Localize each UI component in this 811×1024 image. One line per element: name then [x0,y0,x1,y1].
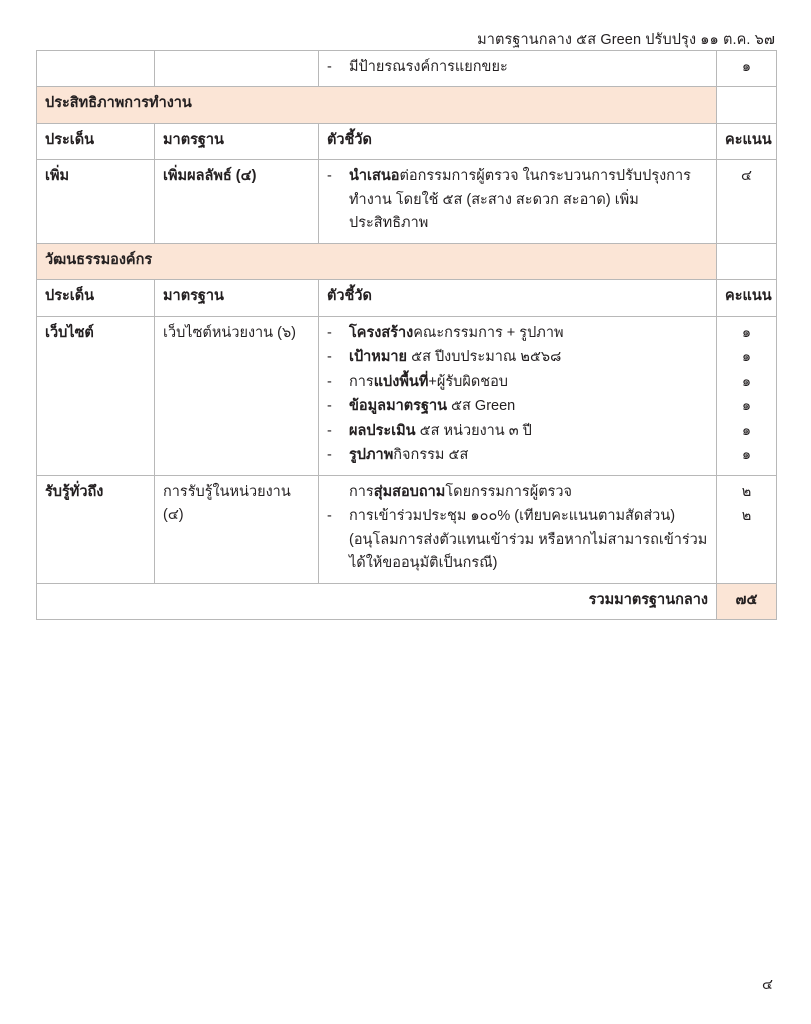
column-header-score: คะแนน [717,123,777,159]
indicator-item [327,322,708,345]
cell-indicator [319,475,717,583]
indicator-rest: ต่อกรรมการผู้ตรวจ ในกระบวนการปรับปรุงการทำงาน โดยใช้ ๕ส (สะสาง สะดวก สะอาด) เพิ่มประสิทธิภาพ [349,168,691,232]
total-row [37,583,777,619]
bullet-dash: - [327,168,332,185]
bullet-dash: - [327,59,332,75]
cell-standard [155,51,319,87]
indicator-item [327,444,708,467]
page-number: ๔ [762,977,773,993]
cell-score [717,475,777,583]
indicator-prefix: การ [349,373,374,390]
indicator-text [349,346,708,369]
indicator-emphasis: นำเสนอ [349,168,400,185]
indicator-text: การเข้าร่วมประชุม ๑๐๐% (เทียบคะแนนตามสัดส่วน) (อนุโลมการส่งตัวแทนเข้าร่วม หรือหากไม่สามารถเข้าร่วมได้ให้ขออนุมัติเป็นกรณี) [349,508,708,572]
indicator-rest: กิจกรรม ๕ส [393,447,469,464]
indicator-emphasis: ข้อมูลมาตรฐาน [349,398,448,415]
table-row [37,160,777,243]
table-header-row [37,123,777,159]
indicator-emphasis: ผลประเมิน [349,422,416,439]
cell-score: ๔ [717,160,777,243]
column-header-issue: ประเด็น [37,280,155,316]
bullet-dash: - [327,373,332,390]
bullet-dash: - [327,324,332,341]
indicator-item [327,481,708,504]
section-band-label: ประสิทธิภาพการทำงาน [37,87,717,123]
section-band-label: วัฒนธรรมองค์กร [37,243,717,279]
indicator-emphasis: เป้าหมาย [349,349,408,366]
indicator-rest: +ผู้รับผิดชอบ [428,373,509,390]
score-value: ๑ [741,349,752,366]
indicator-rest: ๕ส Green [447,398,516,415]
indicator-text [349,165,708,235]
indicator-item [327,371,708,394]
cell-indicator: - มีป้ายรณรงค์การแยกขยะ [319,51,717,87]
bullet-dash: - [327,508,332,525]
indicator-rest: โดยกรรมการผู้ตรวจ [445,483,573,500]
indicator-emphasis: โครงสร้าง [349,324,414,341]
indicator-item [327,395,708,418]
table-row [37,316,777,475]
indicator-item [327,346,708,369]
bullet-dash: - [327,349,332,366]
total-label: รวมมาตรฐานกลาง [37,583,717,619]
indicator-text [349,444,708,467]
indicator-rest: ๕ส หน่วยงาน ๓ ปี [415,422,532,439]
table-row [37,475,777,583]
indicator-item [327,420,708,443]
section-band-score [717,87,777,123]
cell-issue: เพิ่ม [37,160,155,243]
score-value: ๑ [741,373,752,390]
indicator-rest: คณะกรรมการ + รูปภาพ [413,324,564,341]
section-band-culture [37,243,777,279]
score-value: ๒ [741,508,752,525]
cell-standard: เว็บไซต์หน่วยงาน (๖) [155,316,319,475]
score-value: ๑ [741,398,752,415]
column-header-issue: ประเด็น [37,123,155,159]
cell-issue: รับรู้ทั่วถึง [37,475,155,583]
table-row [37,51,777,87]
bullet-dash: - [327,422,332,439]
score-value: ๑ [741,422,752,439]
cell-standard: เพิ่มผลลัพธ์ (๔) [155,160,319,243]
column-header-indicator: ตัวชี้วัด [319,123,717,159]
column-header-standard: มาตรฐาน [155,123,319,159]
cell-indicator [319,160,717,243]
indicator-emphasis: รูปภาพ [349,447,394,464]
indicator-text [349,322,708,345]
score-value: ๑ [741,447,752,464]
cell-standard: การรับรู้ในหน่วยงาน (๔) [155,475,319,583]
column-header-indicator: ตัวชี้วัด [319,280,717,316]
indicator-rest: ๕ส ปีงบประมาณ ๒๕๖๘ [407,349,562,366]
bullet-dash: - [327,398,332,415]
score-value: ๒ [741,483,752,500]
page-header: มาตรฐานกลาง ๕ส Green ปรับปรุง ๑๑ ต.ค. ๖๗ [477,32,775,48]
column-header-standard: มาตรฐาน [155,280,319,316]
indicator-emphasis: สุ่มสอบถาม [373,483,446,500]
total-score: ๗๕ [717,583,777,619]
standards-table [36,50,777,620]
cell-issue [37,51,155,87]
cell-score: ๑ [717,51,777,87]
cell-issue: เว็บไซต์ [37,316,155,475]
indicator-emphasis: แบ่งพื้นที่ [373,373,429,390]
cell-indicator [319,316,717,475]
cell-score [717,316,777,475]
section-band-score [717,243,777,279]
indicator-prefix: การ [349,483,374,500]
indicator-text [349,371,708,394]
indicator-text [349,481,708,504]
section-band-efficiency [37,87,777,123]
score-value: ๑ [741,324,752,341]
indicator-text [349,420,708,443]
table-header-row [37,280,777,316]
indicator-item [327,505,708,575]
indicator-text [349,395,708,418]
column-header-score: คะแนน [717,280,777,316]
bullet-dash: - [327,447,332,464]
indicator-item [327,165,708,235]
